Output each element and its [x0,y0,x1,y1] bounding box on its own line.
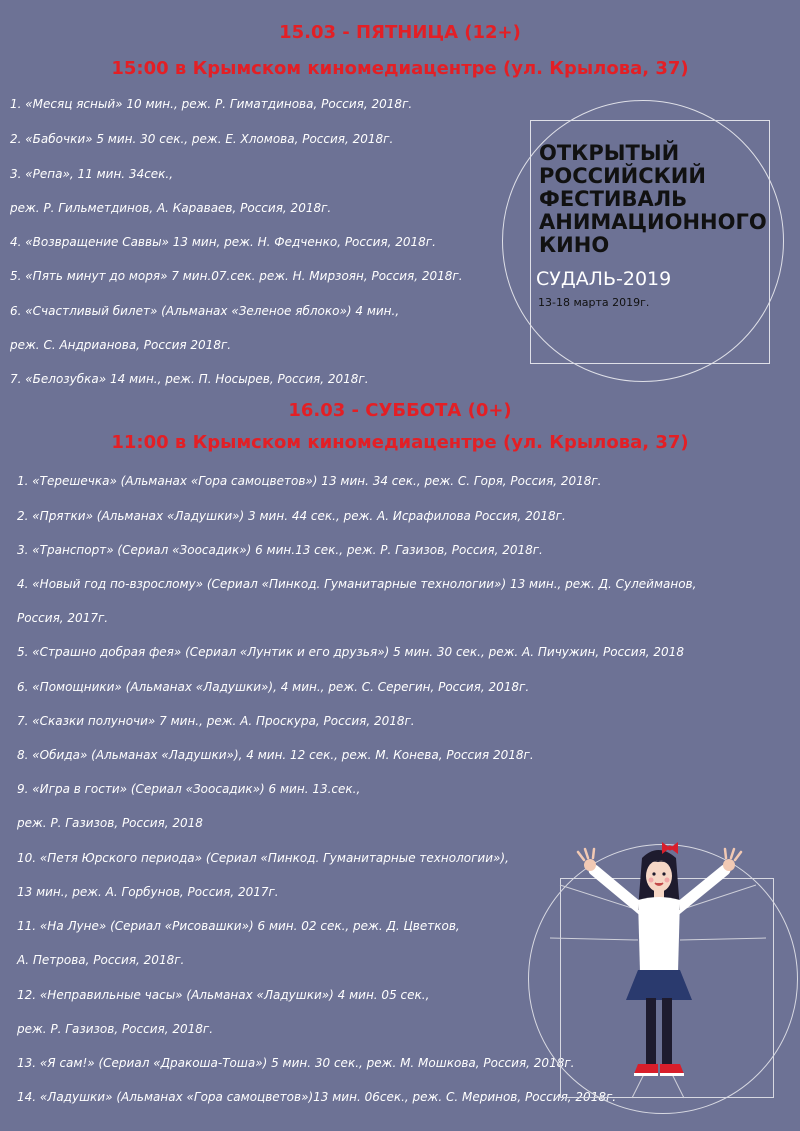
day2-line: 12. «Неправильные часы» (Альманах «Ладушки») 4 мин. 05 сек., [17,988,430,1002]
day1-venue: 15:00 в Крымском киномедиацентре (ул. Крылова, 37) [111,58,689,79]
day2-line: 4. «Новый год по-взрослому» (Сериал «Пинкод. Гуманитарные технологии») 13 мин., реж. Д. Сулейманов, [17,577,697,591]
day2-line: 8. «Обида» (Альманах «Ладушки»), 4 мин. 12 сек., реж. М. Конева, Россия 2018г. [17,748,534,762]
day2-heading: 16.03 - СУББОТА (0+) [288,400,512,421]
day1-line: 7. «Белозубка» 14 мин., реж. П. Носырев, Россия, 2018г. [10,372,369,386]
day1-line: 5. «Пять минут до моря» 7 мин.07.сек. реж. Н. Мирзоян, Россия, 2018г. [10,269,463,283]
day2-line: 2. «Прятки» (Альманах «Ладушки») 3 мин. 44 сек., реж. А. Исрафилова Россия, 2018г. [17,509,566,523]
day2-line: 3. «Транспорт» (Сериал «Зоосадик») 6 мин.13 сек., реж. Р. Газизов, Россия, 2018г. [17,543,543,557]
day2-line: 13 мин., реж. А. Горбунов, Россия, 2017г. [17,885,279,899]
day2-line: реж. Р. Газизов, Россия, 2018 [17,816,203,830]
day1-line: 6. «Счастливый билет» (Альманах «Зеленое яблоко») 4 мин., [10,304,400,318]
day2-line: 7. «Сказки полуночи» 7 мин., реж. А. Проскура, Россия, 2018г. [17,714,415,728]
day2-line: реж. Р. Газизов, Россия, 2018г. [17,1022,214,1036]
festival-city-year: СУДАЛЬ-2019 [536,268,672,290]
day2-line: А. Петрова, Россия, 2018г. [17,953,185,967]
day1-line: 4. «Возвращение Саввы» 13 мин, реж. Н. Федченко, Россия, 2018г. [10,235,436,249]
festival-title-line: АНИМАЦИОННОГО [539,210,767,234]
day1-line: 2. «Бабочки» 5 мин. 30 сек., реж. Е. Хломова, Россия, 2018г. [10,132,394,146]
festival-title [539,142,779,257]
day1-heading: 15.03 - ПЯТНИЦА (12+) [279,22,521,43]
day1-line: реж. Р. Гильметдинов, А. Караваев, Россия, 2018г. [10,201,332,215]
day1-line: 1. «Месяц ясный» 10 мин., реж. Р. Гиматдинова, Россия, 2018г. [10,97,413,111]
day2-line: 13. «Я сам!» (Сериал «Дракоша-Тоша») 5 мин. 30 сек., реж. М. Мошкова, Россия, 2018г. [17,1056,575,1070]
festival-title-line: КИНО [539,233,610,257]
day2-venue: 11:00 в Крымском киномедиацентре (ул. Крылова, 37) [111,432,689,453]
day2-line: 14. «Ладушки» (Альманах «Гора самоцветов»)13 мин. 06сек., реж. С. Меринов, Россия, 2018г. [17,1090,617,1104]
day2-line: 6. «Помощники» (Альманах «Ладушки»), 4 мин., реж. С. Серегин, Россия, 2018г. [17,680,530,694]
day2-line: Россия, 2017г. [17,611,109,625]
day2-line: 5. «Страшно добрая фея» (Сериал «Лунтик и его друзья») 5 мин. 30 сек., реж. А. Пичужин, Россия, 2018 [17,645,684,659]
festival-title-line: ОТКРЫТЫЙ [539,141,680,165]
festival-dates: 13-18 марта 2019г. [538,296,650,309]
day2-line: 11. «На Луне» (Сериал «Рисовашки») 6 мин. 02 сек., реж. Д. Цветков, [17,919,460,933]
day2-line: 1. «Терешечка» (Альманах «Гора самоцветов») 13 мин. 34 сек., реж. С. Горя, Россия, 2018г. [17,474,602,488]
day1-line: 3. «Репа», 11 мин. 34сек., [10,167,174,181]
festival-title-line: РОССИЙСКИЙ [539,164,706,188]
day2-line: 9. «Игра в гости» (Сериал «Зоосадик») 6 мин. 13.сек., [17,782,361,796]
girl-illustration [520,840,796,1120]
festival-title-line: ФЕСТИВАЛЬ [539,187,688,211]
day1-line: реж. С. Андрианова, Россия 2018г. [10,338,232,352]
day2-line: 10. «Петя Юрского периода» (Сериал «Пинкод. Гуманитарные технологии»), [17,851,509,865]
